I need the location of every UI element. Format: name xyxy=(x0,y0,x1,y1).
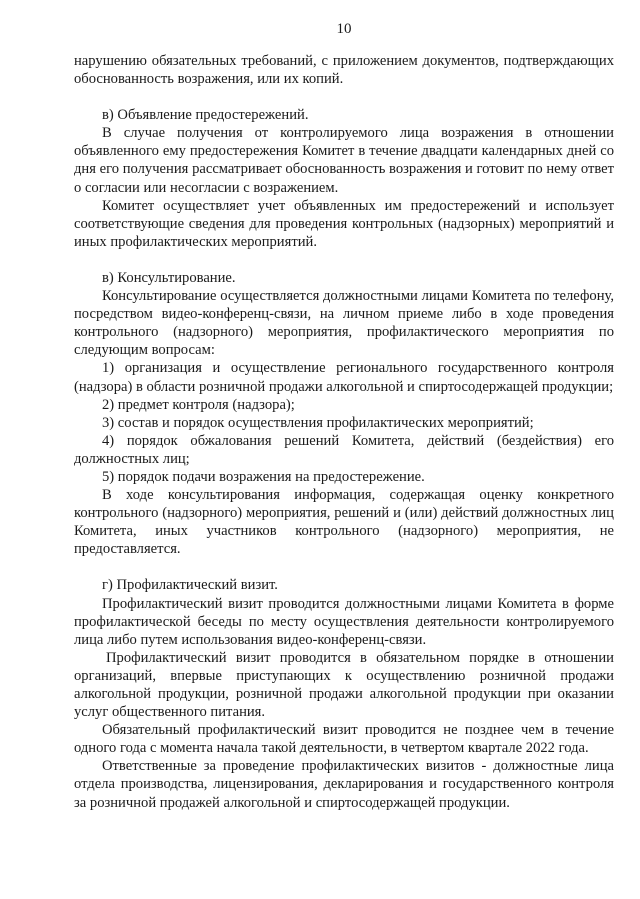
list-item: 3) состав и порядок осуществления профилактических мероприятий; xyxy=(102,414,534,431)
list-item: 5) порядок подачи возражения на предостережение. xyxy=(102,468,425,485)
list-item: 1) организация и осуществление регионального государственного контроля (надзора) в области розничной продажи алкогольной и спиртосодержащей продукции; xyxy=(74,360,614,395)
paragraph: Консультирование осуществляется должностными лицами Комитета по телефону, посредством видео-конференц-связи, на личном приеме либо в ходе проведения контрольного (надзорного) мероприятия, профилактического мероприятия по следующим вопросам: xyxy=(74,288,614,359)
paragraph: Профилактический визит проводится в обязательном порядке в отношении организаций, впервые приступающих к осуществлению розничной продажи алкогольной продукции, розничной продажи алкогольной продукции при оказании услуг общественного питания. xyxy=(74,649,614,721)
section-heading-visit: г) Профилактический визит. xyxy=(102,577,278,594)
spacer xyxy=(74,558,614,576)
list-item: 2) предмет контроля (надзора); xyxy=(102,396,295,413)
paragraph-continuation: нарушению обязательных требований, с приложением документов, подтверждающих обоснованность возражения, или их копий. xyxy=(74,53,614,88)
paragraph: Профилактический визит проводится должностными лицами Комитета в форме профилактической беседы по месту осуществления деятельности контролируемого лица либо путем использования видео-конференц-связи. xyxy=(74,595,614,648)
page-number: 10 xyxy=(336,21,352,37)
spacer xyxy=(74,251,614,269)
section-heading-consulting: в) Консультирование. xyxy=(102,269,236,286)
paragraph: Ответственные за проведение профилактических визитов - должностные лица отдела производства, лицензирования, декларирования и государственного контроля за розничной продажей алкогольной и спиртосодержащей продукции. xyxy=(74,758,614,811)
list-item: 4) порядок обжалования решений Комитета, действий (бездействия) его должностных лиц; xyxy=(74,432,614,467)
document-body xyxy=(74,52,614,812)
paragraph: В случае получения от контролируемого лица возражения в отношении объявленного ему предостережения Комитет в течение двадцати календарных дней со дня его получения рассматривает обоснованность возражения и готовит по нему ответ о согласии или несогласии с возражением. xyxy=(74,125,614,196)
spacer xyxy=(74,88,614,106)
paragraph: В ходе консультирования информация, содержащая оценку конкретного контрольного (надзорного) мероприятия, решений и (или) действий должностных лиц Комитета, иных участников контрольного (надзорного) мероприятия, не предоставляется. xyxy=(74,487,614,558)
paragraph: Обязательный профилактический визит проводится не позднее чем в течение одного года с момента начала такой деятельности, в четвертом квартале 2022 года. xyxy=(74,722,614,757)
section-heading-warnings: в) Объявление предостережений. xyxy=(102,107,309,124)
paragraph: Комитет осуществляет учет объявленных им предостережений и использует соответствующие сведения для проведения контрольных (надзорных) мероприятий и иных профилактических мероприятий. xyxy=(74,197,614,250)
